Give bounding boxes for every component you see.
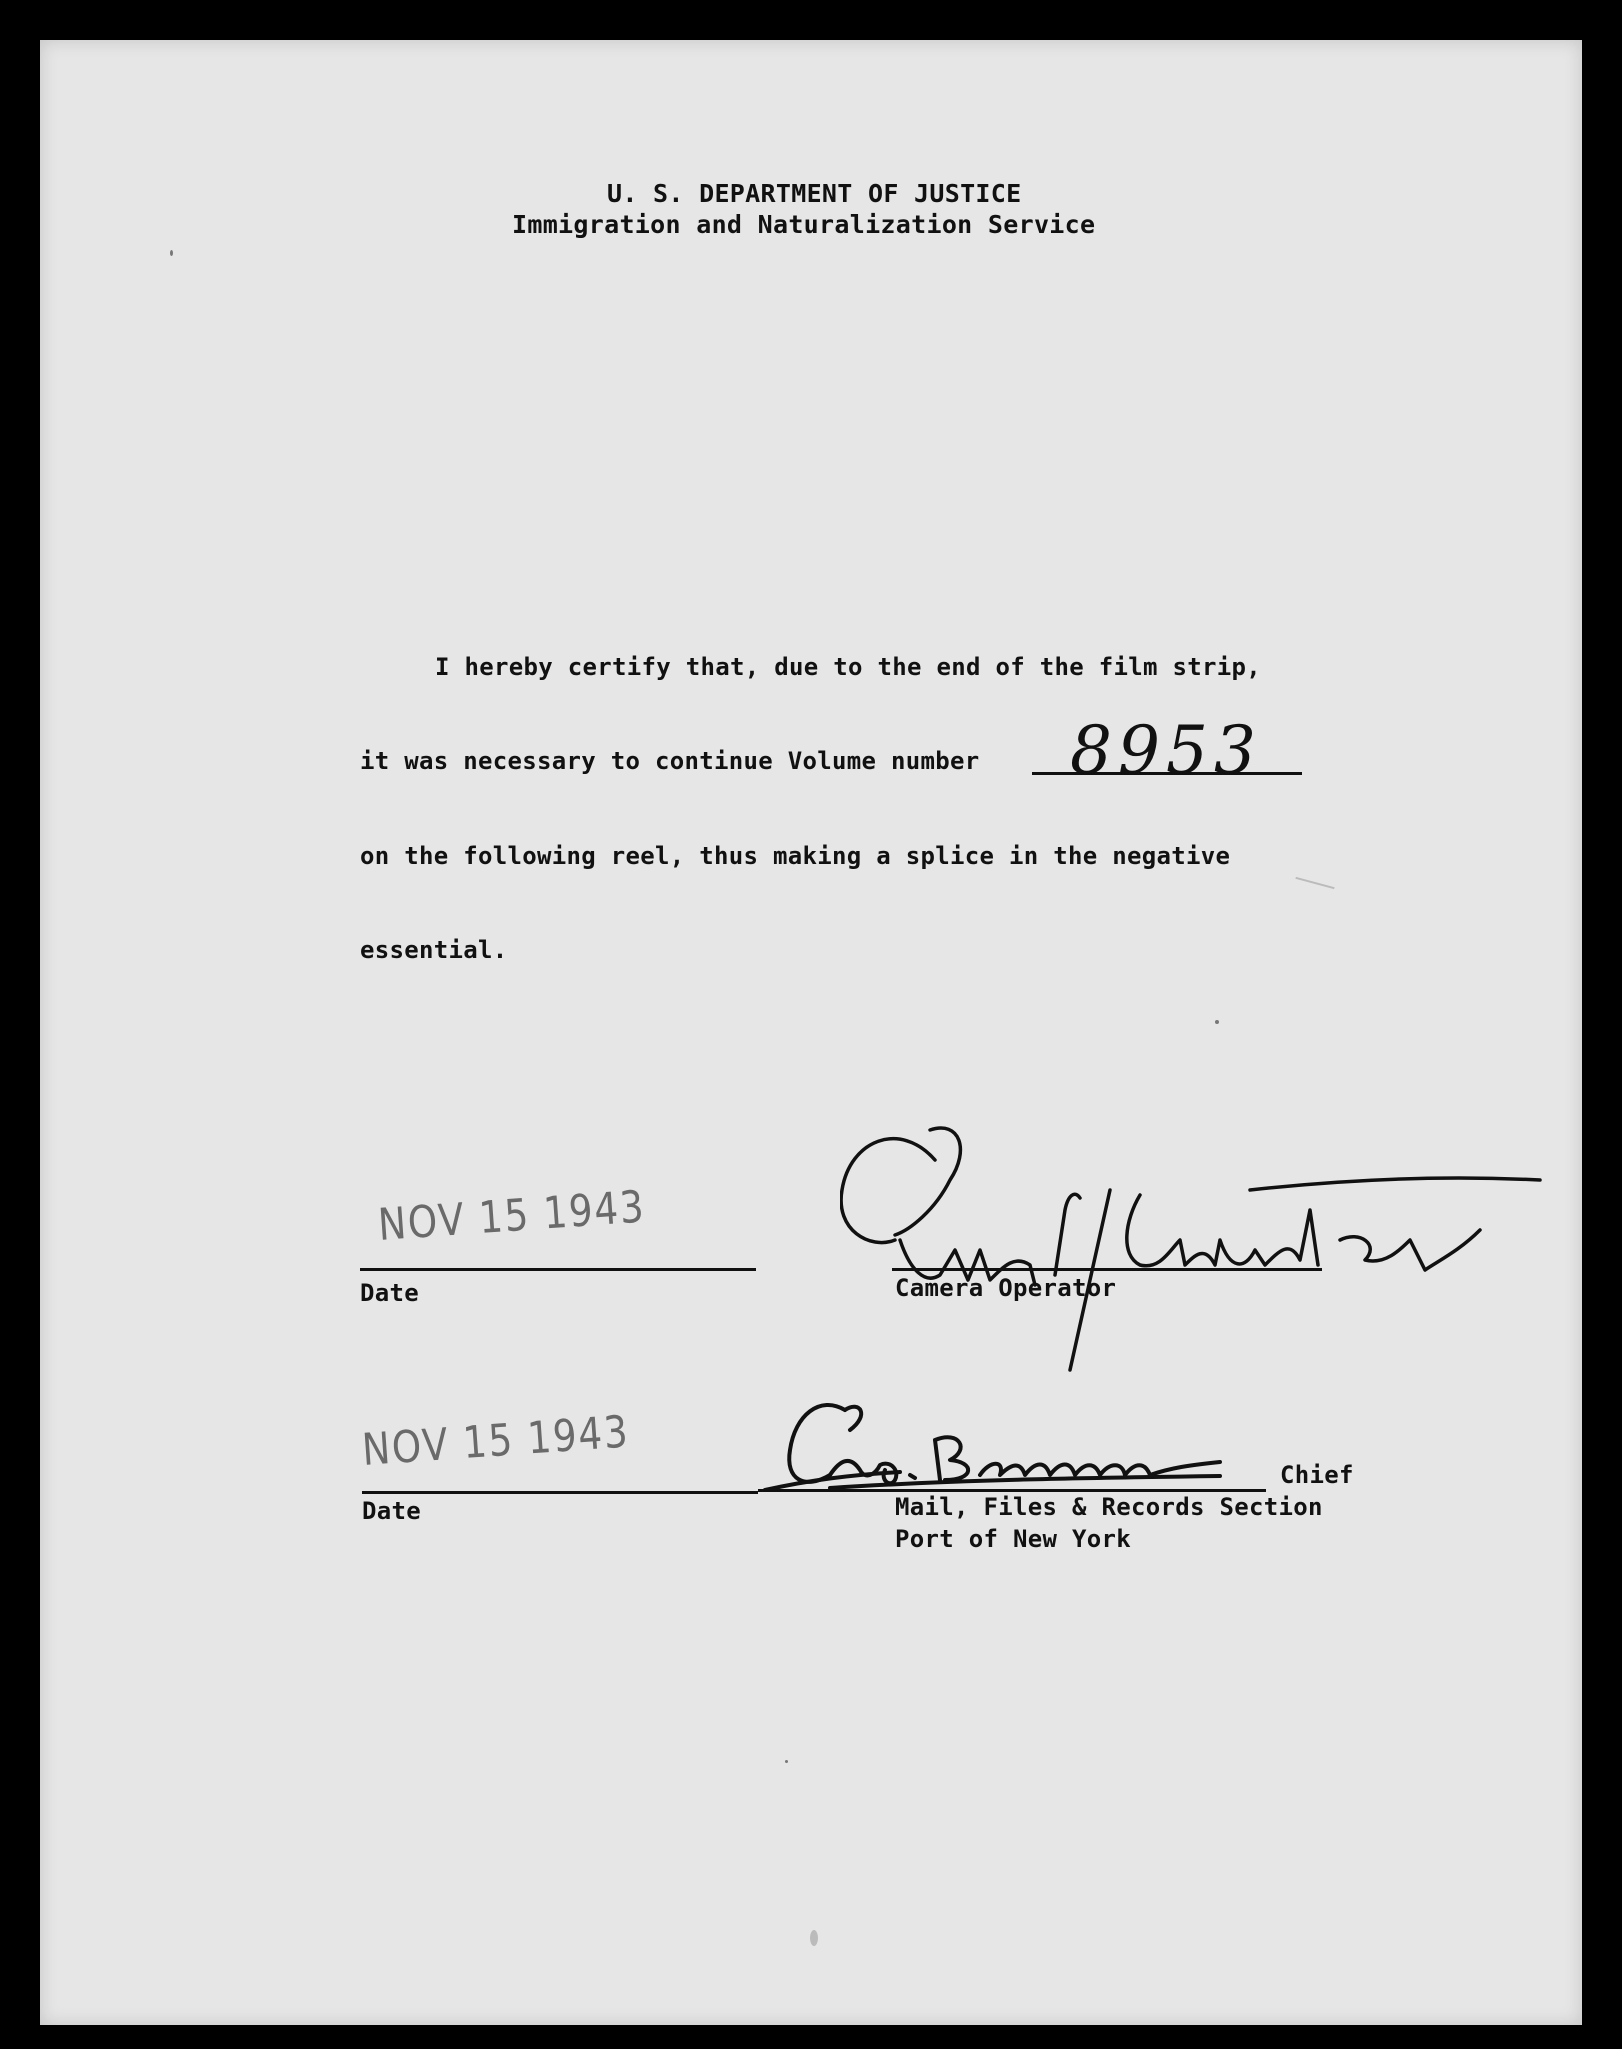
date-line-camera [360,1268,756,1271]
certification-line-2: it was necessary to continue Volume number [360,747,980,775]
date-line-chief [362,1491,758,1494]
camera-operator-label: Camera Operator [895,1274,1117,1302]
chief-title-label: Chief [1280,1461,1354,1489]
service-heading: Immigration and Naturalization Service [512,210,1096,239]
scan-speck [810,1930,818,1946]
date-label-chief: Date [362,1497,421,1525]
date-stamp-chief: NOV 15 1943 [360,1406,631,1476]
chief-section-label: Mail, Files & Records Section [895,1493,1323,1521]
camera-operator-signature [840,1080,1560,1390]
scan-speck [170,250,173,256]
agency-heading: U. S. DEPARTMENT OF JUSTICE [607,179,1022,208]
camera-operator-signature-line [892,1268,1322,1271]
volume-number-handwritten: 8953 [1070,712,1262,789]
certification-line-3: on the following reel, thus making a splice in the negative [360,842,1231,870]
date-stamp-camera: NOV 15 1943 [376,1181,647,1251]
scan-speck [785,1760,788,1763]
date-label-camera: Date [360,1279,419,1307]
certification-line-4: essential. [360,936,508,964]
paper-sheet [40,40,1582,2025]
certification-line-1: I hereby certify that, due to the end of the film strip, [435,653,1261,681]
scan-speck [1295,877,1334,889]
chief-port-label: Port of New York [895,1525,1131,1553]
scan-speck [1215,1020,1219,1024]
